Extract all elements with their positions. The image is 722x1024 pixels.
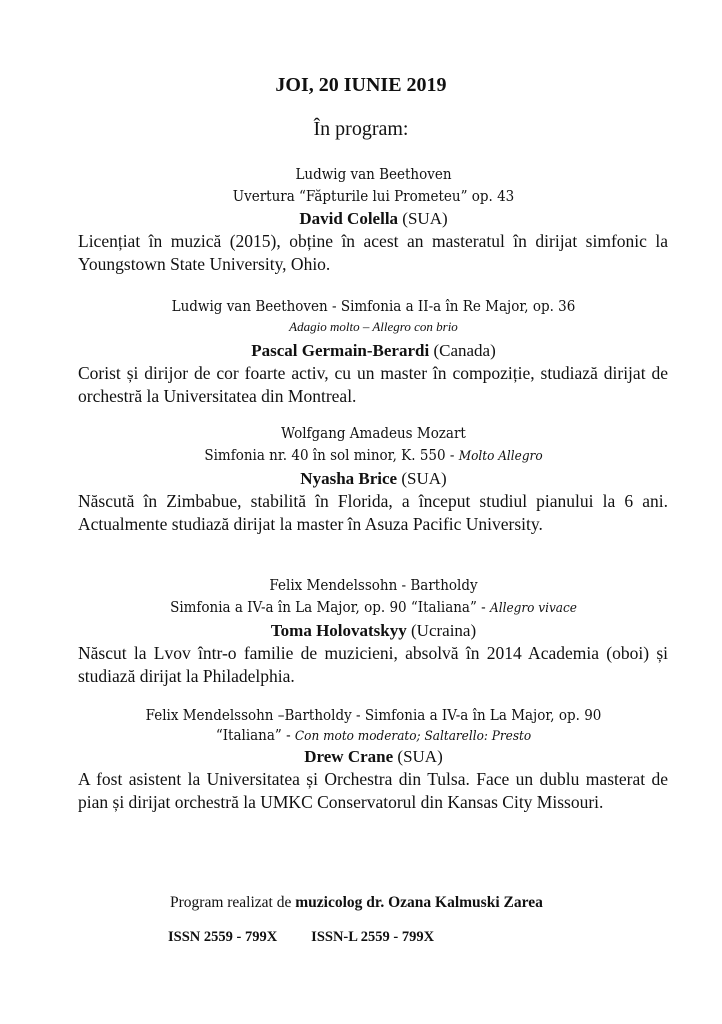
work-title: Simfonia nr. 40 în sol minor, K. 550 - Molto Allegro — [204, 448, 543, 464]
conductor-country: (SUA) — [393, 747, 443, 766]
conductor-name: David Colella — [299, 209, 399, 228]
tempo: Molto Allegro — [458, 449, 543, 464]
issn: ISSN 2559 - 799X — [168, 929, 278, 945]
conductor-country: (SUA) — [398, 209, 448, 228]
program-entry-3 — [78, 423, 668, 536]
composer: Felix Mendelssohn - Bartholdy — [269, 578, 478, 594]
conductor-name: Nyasha Brice — [300, 469, 398, 488]
program-heading: În program: — [313, 118, 409, 140]
program-credit: Program realizat de muzicolog dr. Ozana Kalmuski Zarea — [170, 894, 543, 911]
composer: Wolfgang Amadeus Mozart — [281, 426, 466, 442]
work-title: “Italiana” - Con moto moderato; Saltarello: Presto — [215, 728, 532, 744]
credit-author: muzicolog dr. Ozana Kalmuski Zarea — [295, 894, 543, 911]
conductor-bio: Corist și dirijor de cor foarte activ, cu un master în compoziție, studiază dirijat de orchestră la Universitatea din Montreal. — [78, 363, 668, 406]
conductor-country: (Ucraina) — [406, 621, 477, 640]
program-entry-5 — [78, 705, 668, 814]
conductor-bio: A fost asistent la Universitatea și Orchestra din Tulsa. Face un dublu masterat de pian și dirijat orchestră la UMKC Conservatorul din Kansas City Missouri. — [78, 769, 668, 812]
tempo: Con moto moderato; Saltarello: Presto — [294, 729, 532, 744]
conductor — [100, 620, 647, 642]
work-title: Uvertura “Făpturile lui Prometeu” op. 43 — [232, 189, 515, 205]
composer-work: Ludwig van Beethoven - Simfonia a II-a în Re Major, op. 36 — [171, 299, 576, 315]
conductor-name: Toma Holovatskyy — [270, 621, 407, 640]
program-entry-1 — [78, 164, 668, 276]
composer-work: Felix Mendelssohn –Bartholdy - Simfonia a IV-a în La Major, op. 90 — [145, 708, 602, 724]
conductor — [100, 746, 647, 768]
conductor — [100, 208, 647, 230]
conductor-country: (SUA) — [397, 469, 447, 488]
conductor-country: (Canada) — [429, 341, 496, 360]
composer: Ludwig van Beethoven — [295, 167, 452, 183]
conductor-bio: Născut la Lvov într-o familie de muzicieni, absolvă în 2014 Academia (oboi) și studiază dirijat la Philadelphia. — [78, 643, 668, 686]
issn-l: ISSN-L 2559 - 799X — [311, 929, 435, 945]
conductor-name: Pascal Germain-Berardi — [251, 341, 430, 360]
conductor-name: Drew Crane — [304, 747, 394, 766]
concert-date: JOI, 20 IUNIE 2019 — [275, 74, 447, 96]
conductor-bio: Licențiat în muzică (2015), obține în acest an masteratul în dirijat simfonic la Youngstown State University, Ohio. — [78, 231, 668, 274]
program-entry-4 — [78, 575, 668, 688]
conductor — [100, 340, 647, 362]
work-title: Simfonia a IV-a în La Major, op. 90 “Italiana” - Allegro vivace — [170, 600, 577, 616]
issn-line — [168, 929, 648, 946]
tempo: Allegro vivace — [489, 601, 577, 616]
program-entry-2 — [78, 296, 668, 408]
conductor — [100, 468, 647, 490]
tempo: Adagio molto – Allegro con brio — [289, 319, 458, 334]
conductor-bio: Născută în Zimbabue, stabilită în Florida, a început studiul pianului la 6 ani. Actualmente studiază dirijat la master în Asuza Pacific University. — [78, 491, 668, 534]
